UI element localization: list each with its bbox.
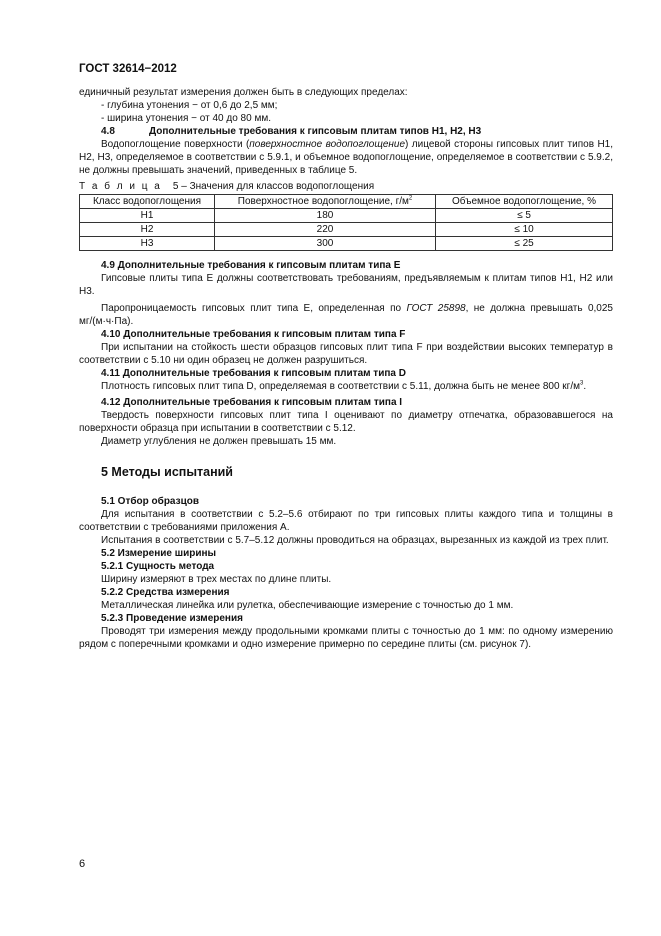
table-caption xyxy=(79,180,613,193)
superscript: 2 xyxy=(408,195,413,202)
paragraph: Для испытания в соответствии с 5.2–5.6 отбирают по три гипсовых плиты каждого типа и толщины в соответствии с требованиями приложения А. xyxy=(79,509,613,533)
table-cell: Н3 xyxy=(80,237,215,251)
paragraph: Диаметр углубления не должен превышать 15 мм. xyxy=(101,436,337,447)
table-cell: Н1 xyxy=(80,209,215,223)
table-cell: 220 xyxy=(215,223,436,237)
list-item: - глубина утонения − от 0,6 до 2,5 мм; xyxy=(101,100,278,111)
header-text: Поверхностное водопоглощение, г/м xyxy=(237,196,409,207)
list-item: - ширина утонения − от 40 до 80 мм. xyxy=(101,113,271,124)
water-absorption-table xyxy=(79,194,613,251)
paragraph: Гипсовые плиты типа Е должны соответствовать требованиям, предъявляемым к плитам типов Н1, Н2 или Н3. xyxy=(79,273,613,297)
table-cell: 180 xyxy=(215,209,436,223)
term-italic: поверхностное водопоглощение xyxy=(249,139,406,150)
column-header: Класс водопоглощения xyxy=(80,195,215,209)
section-5-heading: 5 Методы испытаний xyxy=(101,465,233,479)
section-5-2-2-heading: 5.2.2 Средства измерения xyxy=(101,587,230,598)
paragraph: Твердость поверхности гипсовых плит типа I оценивают по диаметру отпечатка, образовавшегося на поверхности образца при испытании в соответствии с 5.12. xyxy=(79,410,613,434)
section-4-11-heading: 4.11 Дополнительные требования к гипсовым плитам типа D xyxy=(101,368,406,379)
section-4-8-heading xyxy=(79,125,613,138)
table-cell: ≤ 5 xyxy=(436,209,613,223)
table-caption-text: 5 – Значения для классов водопоглощения xyxy=(172,181,375,192)
paragraph: единичный результат измерения должен быть в следующих пределах: xyxy=(79,87,408,98)
text-run: Паропроницаемость гипсовых плит типа Е, определенная по xyxy=(101,303,407,314)
standard-reference: ГОСТ 25898 xyxy=(406,303,466,314)
text-run: , не должна превышать 0,025 мг/(м·ч·Па). xyxy=(79,303,613,327)
paragraph: Испытания в соответствии с 5.7–5.12 должны проводиться на образцах, вырезанных из каждой из трех плит. xyxy=(101,535,609,546)
column-header: Объемное водопоглощение, % xyxy=(436,195,613,209)
section-5-2-1-heading: 5.2.1 Сущность метода xyxy=(101,561,215,572)
table-cell: Н2 xyxy=(80,223,215,237)
standard-header: ГОСТ 32614−2012 xyxy=(79,63,177,75)
page-number: 6 xyxy=(79,858,86,870)
section-5-2-3-heading: 5.2.3 Проведение измерения xyxy=(101,613,243,624)
paragraph: Металлическая линейка или рулетка, обеспечивающие измерение с точностью до 1 мм. xyxy=(101,600,514,611)
table-header-row xyxy=(80,195,613,209)
section-title: Дополнительные требования к гипсовым плитам типов Н1, Н2, Н3 xyxy=(149,126,482,137)
table-cell: 300 xyxy=(215,237,436,251)
section-4-9-heading: 4.9 Дополнительные требования к гипсовым плитам типа Е xyxy=(101,260,401,271)
document-body xyxy=(79,86,613,651)
text-run: Водопоглощение поверхности ( xyxy=(101,139,250,150)
section-5-2-heading: 5.2 Измерение ширины xyxy=(101,548,217,559)
section-number: 4.8 xyxy=(101,126,115,137)
section-5-1-heading: 5.1 Отбор образцов xyxy=(101,496,199,507)
table-cell: ≤ 10 xyxy=(436,223,613,237)
paragraph: При испытании на стойкость шести образцов гипсовых плит типа F при воздействии высоких температур в соответствии с 5.10 ни один образец не должен разрушиться. xyxy=(79,342,613,366)
section-4-10-heading: 4.10 Дополнительные требования к гипсовым плитам типа F xyxy=(101,329,406,340)
text-run: ) лицевой стороны гипсовых плит типов Н1, Н2, Н3, определяемое в соответствии с 5.9.1, и объемное водопоглощение, определяемое в соответствии с 5.9.2, не должны превышать значений, приведенных в таблице 5. xyxy=(79,139,614,176)
table-label: Т а б л и ц а xyxy=(79,181,162,192)
table-row xyxy=(80,237,613,251)
table-cell: ≤ 25 xyxy=(436,237,613,251)
superscript: 3 xyxy=(579,380,584,387)
column-header xyxy=(215,195,436,209)
text-run: . xyxy=(583,381,587,392)
section-4-12-heading: 4.12 Дополнительные требования к гипсовым плитам типа I xyxy=(101,397,403,408)
text-run: Плотность гипсовых плит типа D, определяемая в соответствии с 5.11, должна быть не менее 800 кг/м xyxy=(101,381,580,392)
paragraph xyxy=(79,138,613,177)
paragraph: Ширину измеряют в трех местах по длине плиты. xyxy=(101,574,332,585)
paragraph xyxy=(79,302,613,328)
paragraph xyxy=(79,380,613,393)
paragraph: Проводят три измерения между продольными кромками плиты с точностью до 1 мм: по одному измерению рядом с поперечными кромками и одно измерение примерно по середине плиты (см. рисунок 7). xyxy=(79,626,613,650)
table-row xyxy=(80,209,613,223)
table-row xyxy=(80,223,613,237)
